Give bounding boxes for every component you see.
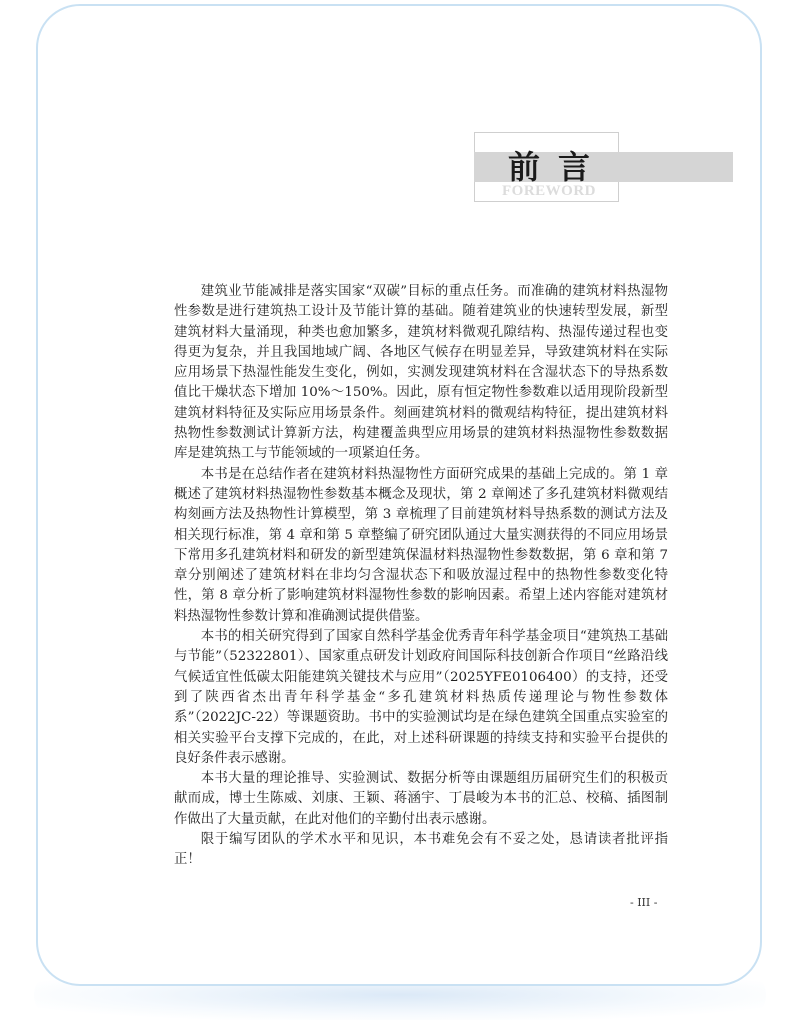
paragraph-1: 建筑业节能减排是落实国家“双碳”目标的重点任务。而准确的建筑材料热湿物性参数是进行建筑热工设计及节能计算的基础。随着建筑业的快速转型发展，新型建筑材料大量涌现，种类也愈加繁多，建筑材料微观孔隙结构、热湿传递过程也变得更为复杂，并且我国地域广阔、各地区气候存在明显差异，导致建筑材料在实际应用场景下热湿性能发生变化，例如，实测发现建筑材料在含湿状态下的导热系数值比干燥状态下增加 10%～150%。因此，原有恒定物性参数难以适用现阶段新型建筑材料特征及实际应用场景条件。刻画建筑材料的微观结构特征，提出建筑材料热物性参数测试计算新方法，构建覆盖典型应用场景的建筑材料热湿物性参数数据库是建筑热工与节能领域的一项紧迫任务。 xyxy=(174,284,668,462)
chapter-heading xyxy=(0,0,800,210)
paragraph-5: 限于编写团队的学术水平和见识，本书难免会有不妥之处，恳请读者批评指正！ xyxy=(174,832,668,868)
heading-title: 前言 xyxy=(508,148,609,186)
paragraph-2: 本书是在总结作者在建筑材料热湿物性方面研究成果的基础上完成的。第 1 章概述了建筑材料热湿物性参数基本概念及现状，第 2 章阐述了多孔建筑材料微观结构刻画方法及热物性计算模型，第 3 章梳理了目前建筑材料导热系数的测试方法及相关现行标准，第 4 章和第 5 章整编了研究团队通过大量实测获得的不同应用场景下常用多孔建筑材料和研发的新型建筑保温材料热湿物性参数数据，第 6 章和第 7 章分别阐述了建筑材料在非均匀含湿状态下和吸放湿过程中的热物性参数变化特性，第 8 章分析了影响建筑材料湿物性参数的影响因素。希望上述内容能对建筑材料热湿物性参数计算和准确测试提供借鉴。 xyxy=(174,466,668,624)
page-number: - III - xyxy=(630,896,658,909)
heading-subtitle: FOREWORD xyxy=(502,183,596,199)
foreword-body xyxy=(174,282,668,871)
paragraph-4: 本书大量的理论推导、实验测试、数据分析等由课题组历届研究生们的积极贡献而成，博士生陈威、刘康、王颖、蒋涵宇、丁晨峻为本书的汇总、校稿、插图制作做出了大量贡献，在此对他们的辛勤付出表示感谢。 xyxy=(174,771,668,827)
paragraph-3: 本书的相关研究得到了国家自然科学基金优秀青年科学基金项目“建筑热工基础与节能”（52322801）、国家重点研发计划政府间国际科技创新合作项目“丝路沿线气候适宜性低碳太阳能建筑关键技术与应用”（2025YFE0106400）的支持，还受到了陕西省杰出青年科学基金“多孔建筑材料热质传递理论与物性参数体系”（2022JC-22）等课题资助。书中的实验测试均是在绿色建筑全国重点实验室的相关实验平台支撑下完成的，在此，对上述科研课题的持续支持和实验平台提供的良好条件表示感谢。 xyxy=(174,629,668,766)
